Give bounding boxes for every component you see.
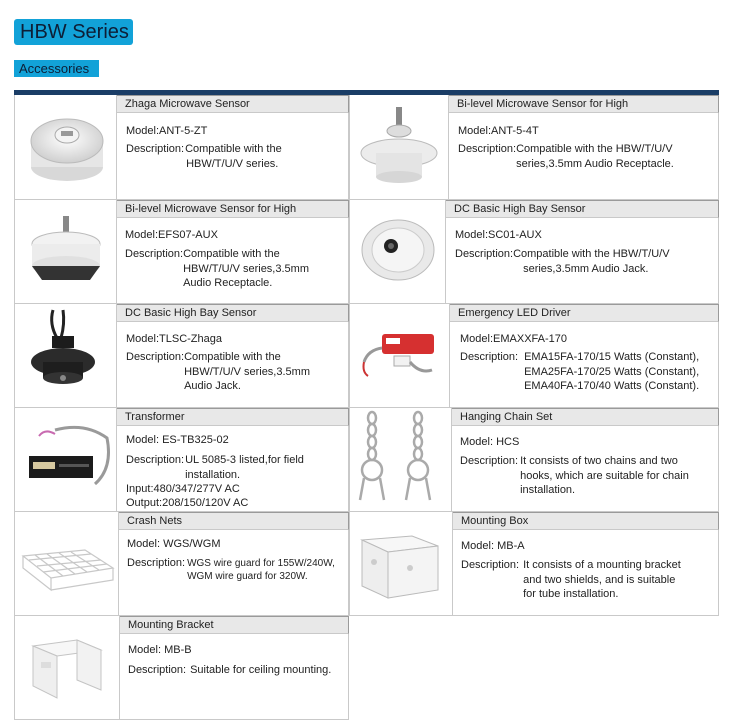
description-label: Description: [126,143,185,155]
description-line: It consists of a mounting bracket [523,559,681,571]
description-line: series,3.5mm Audio Receptacle. [516,157,674,170]
description-line: HBW/T/U/V series,3.5mm [184,365,310,378]
product-info-emergency-driver [450,322,719,408]
description-line: Compatible with the HBW/T/U/V [516,143,673,155]
product-name: DC Basic High Bay Sensor [117,304,349,322]
product-model: Model: WGS/WGM [127,538,221,550]
description-line: Compatible with the [184,351,281,363]
description-label: Description: [126,351,185,363]
description-label: Description: [455,248,514,260]
product-name: DC Basic High Bay Sensor [446,200,719,218]
description-label: Description: [460,455,519,467]
section-label: Accessories [14,60,99,77]
product-info-chain-set [452,426,719,512]
product-info-sc01-sensor [446,218,719,304]
description-line: Suitable for ceiling mounting. [190,664,332,676]
product-info-mounting-box [453,530,719,616]
description-line: series,3.5mm Audio Jack. [523,262,649,275]
product-model: Model:EMAXXFA-170 [460,333,567,345]
round-sensor-icon [15,95,118,200]
description-label: Description: [460,351,519,363]
product-image-mounting-box [349,512,453,616]
series-title: HBW Series [14,19,133,45]
product-name: Emergency LED Driver [450,304,719,322]
product-model: Model: ES-TB325-02 [126,434,229,446]
product-image-mounting-bracket [14,616,120,720]
product-info-efs07-sensor [117,218,349,304]
product-image-bilevel-sensor [349,95,449,200]
wire-guard-icon [15,512,120,616]
input-spec: Input:480/347/277V AC [126,483,240,495]
description-label: Description: [458,143,517,155]
product-model: Model: MB-A [461,540,525,552]
product-model: Model: HCS [460,436,520,448]
description-line: UL 5085-3 listed,for field [185,454,304,466]
product-name: Mounting Bracket [120,616,349,634]
description-line: for tube installation. [523,588,619,600]
description-label: Description: [128,664,187,676]
description-line: EMA15FA-170/15 Watts (Constant), [524,351,700,363]
product-image-tlsc-sensor [14,304,117,408]
description-line: and two shields, and is suitable [523,573,676,586]
product-image-zhaga-sensor [14,95,117,200]
description-line: HBW/T/U/V series. [186,157,279,170]
description-label: Description: [125,248,184,260]
description-label: Description: [126,454,185,466]
product-info-bilevel-sensor [449,113,719,200]
description-line: Audio Jack. [184,380,241,392]
product-model: Model:ANT-5-ZT [126,125,208,137]
description-line: Audio Receptacle. [183,277,273,289]
mounting-box-icon [350,512,454,616]
product-info-transformer [117,426,349,512]
product-name: Transformer [117,408,349,426]
product-name: Crash Nets [119,512,349,530]
output-spec: Output:208/150/120V AC [126,497,249,509]
emergency-driver-icon [350,304,451,408]
description-line: WGM wire guard for 320W. [187,571,308,582]
description-line: WGS wire guard for 155W/240W, [187,558,335,569]
product-info-tlsc-sensor [117,322,349,408]
product-info-zhaga-sensor [117,113,349,200]
product-info-mounting-bracket [120,634,349,720]
product-name: Zhaga Microwave Sensor [117,95,349,113]
description-label: Description: [461,559,520,571]
product-name: Mounting Box [453,512,719,530]
transformer-icon [15,408,118,512]
product-image-chain-set [349,408,452,512]
product-model: Model:ANT-5-4T [458,125,539,137]
description-line: installation. [520,484,576,496]
description-label: Description: [127,557,186,569]
description-line: hooks, which are suitable for chain [520,469,689,482]
product-image-sc01-sensor [349,200,446,304]
product-model: Model:TLSC-Zhaga [126,333,222,345]
description-line: installation. [185,468,241,481]
chains-icon [350,408,453,512]
product-model: Model:EFS07-AUX [125,229,218,241]
description-line: HBW/T/U/V series,3.5mm [183,262,309,275]
mounting-bracket-icon [15,616,121,720]
description-line: Compatible with the [183,248,280,260]
product-image-transformer [14,408,117,512]
description-line: Compatible with the [185,143,282,155]
flat-sensor-icon [350,200,447,304]
product-model: Model: MB-B [128,644,192,656]
description-line: It consists of two chains and two [520,455,678,467]
product-model: Model:SC01-AUX [455,229,542,241]
product-name: Hanging Chain Set [452,408,719,426]
product-image-efs07-sensor [14,200,117,304]
product-name: Bi-level Microwave Sensor for High [117,200,349,218]
product-image-crash-nets [14,512,119,616]
description-line: Compatible with the HBW/T/U/V [513,248,670,260]
product-info-crash-nets [119,530,349,616]
description-line: EMA25FA-170/25 Watts (Constant), [524,365,700,378]
sensor-with-antenna-icon [350,95,450,200]
dome-sensor-antenna-icon [15,200,118,304]
product-name: Bi-level Microwave Sensor for High [449,95,719,113]
product-image-emergency-driver [349,304,450,408]
description-line: EMA40FA-170/40 Watts (Constant). [524,380,700,392]
black-sensor-icon [15,304,118,408]
